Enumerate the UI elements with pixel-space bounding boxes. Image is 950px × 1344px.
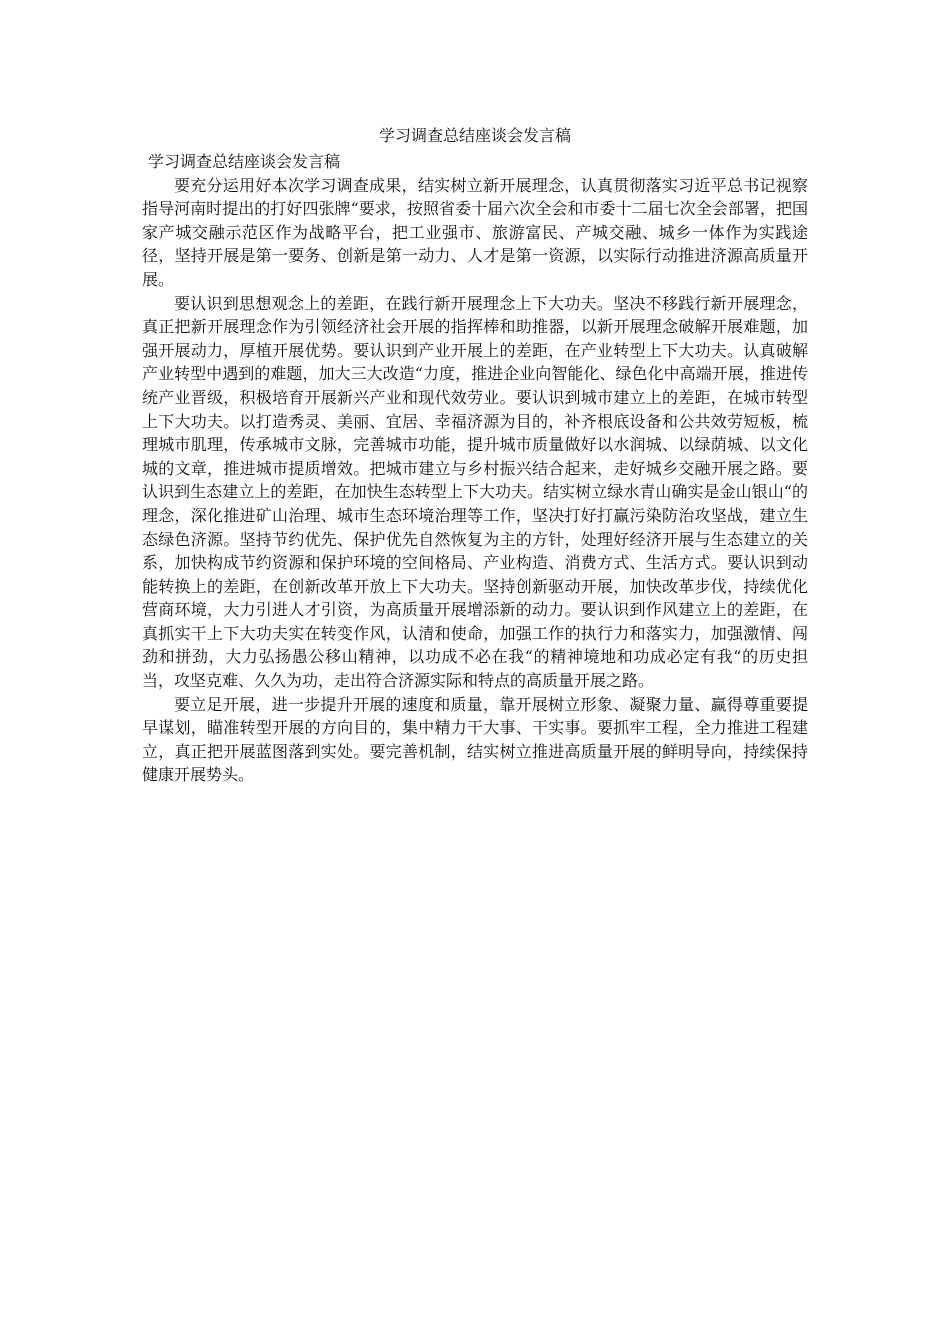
paragraph-2: 要认识到思想观念上的差距，在践行新开展理念上下大功夫。坚决不移践行新开展理念，真正把新开展理念作为引领经济社会开展的指挥棒和助推器，以新开展理念破解开展难题，加强开展动力，厚植开展优势。要认识到产业开展上的差距，在产业转型上下大功夫。认真破解产业转型中遇到的难题，加大三大改造“力度，推进企业向智能化、绿色化中高端开展，推进传统产业晋级，积极培育开展新兴产业和现代效劳业。要认识到城市建立上的差距，在城市转型上下大功夫。以打造秀灵、美丽、宜居、幸福济源为目的，补齐根底设备和公共效劳短板，梳理城市肌理，传承城市文脉，完善城市功能，提升城市质量做好以水润城、以绿荫城、以文化城的文章，推进城市提质增效。把城市建立与乡村振兴结合起来，走好城乡交融开展之路。要认识到生态建立上的差距，在加快生态转型上下大功夫。结实树立绿水青山确实是金山银山“的理念，深化推进矿山治理、城市生态环境治理等工作，坚决打好打赢污染防治攻坚战，建立生态绿色济源。坚持节约优先、保护优先自然恢复为主的方针，处理好经济开展与生态建立的关系，加快构成节约资源和保护环境的空间格局、产业构造、消费方式、生活方式。要认识到动能转换上的差距，在创新改革开放上下大功夫。坚持创新驱动开展，加快改革步伐，持续优化营商环境，大力引进人才引资，为高质量开展增添新的动力。要认识到作风建立上的差距，在真抓实干上下大功夫实在转变作风，认清和使命，加强工作的执行力和落实力，加强激情、闯劲和拼劲，大力弘扬愚公移山精神，以功成不必在我“的精神境地和功成必定有我“的历史担当，攻坚克难、久久为功，走出符合济源实际和特点的高质量开展之路。 [142, 293, 808, 691]
document-title: 学习调查总结座谈会发言稿 [378, 126, 571, 145]
document-body [142, 150, 808, 787]
paragraph-3: 要立足开展，进一步提升开展的速度和质量，靠开展树立形象、凝聚力量、赢得尊重要提早谋划，瞄准转型开展的方向目的，集中精力干大事、干实事。要抓牢工程，全力推进工程建立，真正把开展蓝图落到实处。要完善机制，结实树立推进高质量开展的鲜明导向，持续保持健康开展势头。 [142, 694, 808, 785]
paragraph-1: 要充分运用好本次学习调查成果，结实树立新开展理念，认真贯彻落实习近平总书记视察指导河南时提出的打好四张牌“要求，按照省委十届六次全会和市委十二届七次全会部署，把国家产城交融示范区作为战略平台，把工业强市、旅游富民、产城交融、城乡一体作为实践途径，坚持开展是第一要务、创新是第一动力、人才是第一资源，以实际行动推进济源高质量开展。 [142, 175, 808, 289]
document-subtitle: 学习调查总结座谈会发言稿 [148, 152, 341, 171]
